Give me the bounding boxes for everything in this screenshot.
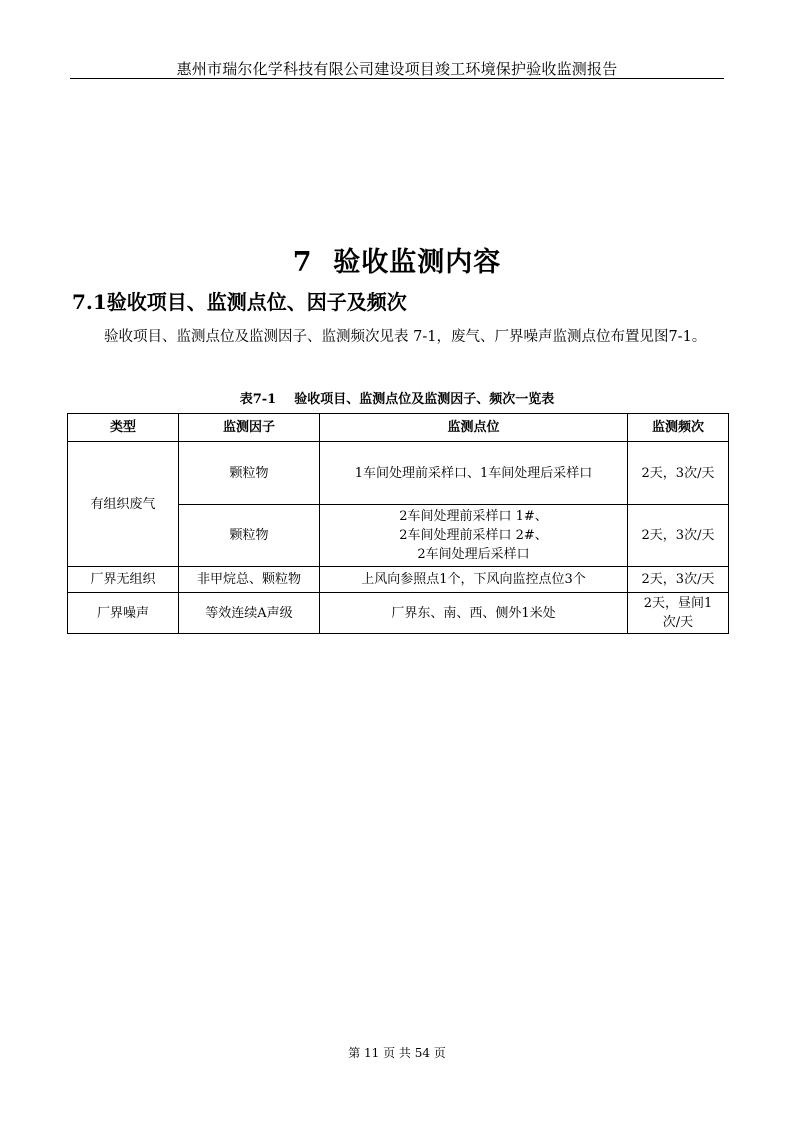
frequency-line: 次/天: [662, 615, 694, 630]
cell-frequency: [628, 593, 729, 634]
cell-frequency: 2天，3次/天: [628, 567, 729, 593]
cell-factor: 非甲烷总、颗粒物: [179, 567, 320, 593]
cell-frequency: 2天，3次/天: [628, 505, 729, 567]
header-cell-type: 类型: [68, 414, 179, 442]
page-number: 第 11 页 共 54 页: [348, 1046, 446, 1060]
header-cell-factor: 监测因子: [179, 414, 320, 442]
header-cell-points: 监测点位: [320, 414, 628, 442]
report-header: 惠州市瑞尔化学科技有限公司建设项目竣工环境保护验收监测报告: [176, 60, 618, 78]
cell-points: [320, 505, 628, 567]
header-cell-frequency: 监测频次: [628, 414, 729, 442]
body-paragraph: 验收项目、监测点位及监测因子、监测频次见表 7-1，废气、厂界噪声监测点位布置见图7-1。: [104, 329, 707, 345]
cell-points: 上风向参照点1个，下风向监控点位3个: [320, 567, 628, 593]
table-row: [68, 442, 729, 505]
cell-type: 厂界噪声: [68, 593, 179, 634]
frequency-line: 2天，昼间1: [643, 596, 713, 611]
cell-factor: 等效连续A声级: [179, 593, 320, 634]
point-line: 2车间处理前采样口 1#、: [399, 509, 548, 524]
cell-factor: 颗粒物: [179, 442, 320, 505]
table-row: [68, 567, 729, 593]
table-row: [68, 593, 729, 634]
chapter-title: 7 验收监测内容: [292, 247, 502, 278]
table-caption: 表7-1 验收项目、监测点位及监测因子、频次一览表: [239, 392, 555, 407]
cell-type: 有组织废气: [68, 442, 179, 567]
cell-points: 厂界东、南、西、侧外1米处: [320, 593, 628, 634]
cell-factor: 颗粒物: [179, 505, 320, 567]
cell-type: 厂界无组织: [68, 567, 179, 593]
cell-points: 1车间处理前采样口、1车间处理后采样口: [320, 442, 628, 505]
point-line: 2车间处理前采样口 2#、: [399, 528, 548, 543]
cell-frequency: 2天，3次/天: [628, 442, 729, 505]
point-line: 2车间处理后采样口: [417, 547, 530, 562]
table-header-row: [68, 414, 729, 442]
header-divider: [70, 78, 724, 79]
monitoring-table: [67, 413, 729, 634]
section-title: 7.1验收项目、监测点位、因子及频次: [72, 290, 407, 314]
